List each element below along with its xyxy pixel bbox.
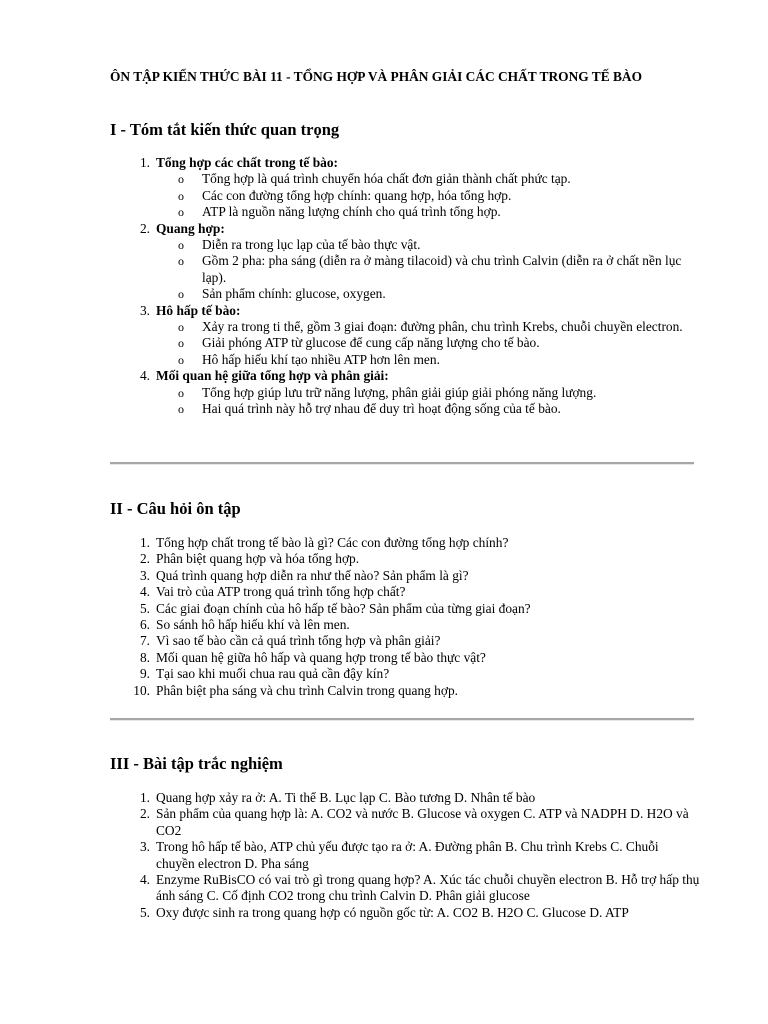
quiz-text: Sản phẩm của quang hợp là: A. CO2 và nước B. Glucose và oxygen C. ATP và NADPH D. H2O và CO2 xyxy=(156,806,689,838)
quiz-text: Quang hợp xảy ra ở: A. Ti thể B. Lục lạp C. Bào tương D. Nhân tế bào xyxy=(156,790,536,805)
question-text: Tổng hợp chất trong tế bào là gì? Các con đường tổng hợp chính? xyxy=(156,535,509,550)
bullet-icon: o xyxy=(178,205,184,220)
bullet-icon: o xyxy=(178,254,184,269)
question-item xyxy=(110,633,700,649)
sub-point xyxy=(110,319,700,335)
bullet-icon: o xyxy=(178,172,184,187)
sub-point xyxy=(110,171,700,187)
quiz-item xyxy=(110,905,700,921)
item-number: 2. xyxy=(139,220,150,236)
bullet-icon: o xyxy=(178,385,184,400)
sub-point-text: Xảy ra trong ti thể, gồm 3 giai đoạn: đường phân, chu trình Krebs, chuỗi chuyền electron. xyxy=(202,319,683,335)
review-questions-list xyxy=(110,535,700,699)
bullet-icon: o xyxy=(178,402,184,417)
question-text: So sánh hô hấp hiếu khí và lên men. xyxy=(156,617,350,633)
bullet-icon: o xyxy=(178,352,184,367)
question-number: 7. xyxy=(139,633,150,649)
question-number: 3. xyxy=(139,567,150,583)
quiz-number: 4. xyxy=(139,872,150,888)
question-number: 2. xyxy=(139,551,150,567)
question-item xyxy=(110,601,700,617)
item-title: Hô hấp tế bào: xyxy=(156,302,241,318)
question-text: Phân biệt pha sáng và chu trình Calvin trong quang hợp. xyxy=(156,682,458,698)
question-number: 6. xyxy=(139,617,150,633)
bullet-icon: o xyxy=(178,336,184,351)
document-title: ÔN TẬP KIẾN THỨC BÀI 11 - TỔNG HỢP VÀ PHÂN GIẢI CÁC CHẤT TRONG TẾ BÀO xyxy=(110,69,642,84)
summary-item xyxy=(110,155,700,171)
bullet-icon: o xyxy=(178,320,184,335)
question-number: 8. xyxy=(139,649,150,665)
item-title: Tổng hợp các chất trong tế bào: xyxy=(156,155,338,170)
quiz-item xyxy=(110,839,700,872)
sub-point-text: Sản phẩm chính: glucose, oxygen. xyxy=(202,286,386,302)
section-divider xyxy=(110,718,694,721)
sub-point xyxy=(110,335,700,351)
question-item xyxy=(110,650,700,666)
sub-point xyxy=(110,401,700,417)
question-text: Các giai đoạn chính của hô hấp tế bào? Sản phẩm của từng giai đoạn? xyxy=(156,600,531,616)
sub-point xyxy=(110,237,700,253)
sub-point xyxy=(110,286,700,302)
quiz-number: 2. xyxy=(139,806,150,822)
sub-point xyxy=(110,204,700,220)
sub-point xyxy=(110,188,700,204)
sub-point-text: Gồm 2 pha: pha sáng (diễn ra ở màng tilacoid) và chu trình Calvin (diễn ra ở chất nền lục lạp). xyxy=(202,253,682,285)
item-number: 4. xyxy=(139,368,150,384)
quiz-number: 5. xyxy=(139,904,150,920)
question-item xyxy=(110,617,700,633)
sub-point xyxy=(110,385,700,401)
item-title: Quang hợp: xyxy=(156,220,225,236)
quiz-text: Oxy được sinh ra trong quang hợp có nguồn gốc từ: A. CO2 B. H2O C. Glucose D. ATP xyxy=(156,904,629,920)
sub-point-text: Diễn ra trong lục lạp của tế bào thực vật. xyxy=(202,237,421,253)
sub-point-text: Hai quá trình này hỗ trợ nhau để duy trì hoạt động sống của tế bào. xyxy=(202,401,561,417)
quiz-number: 1. xyxy=(139,790,150,805)
item-number: 1. xyxy=(139,155,150,170)
summary-item xyxy=(110,303,700,319)
sub-point-text: Tổng hợp giúp lưu trữ năng lượng, phân giải giúp giải phóng năng lượng. xyxy=(202,384,597,400)
question-text: Mối quan hệ giữa hô hấp và quang hợp trong tế bào thực vật? xyxy=(156,649,486,665)
quiz-text: Trong hô hấp tế bào, ATP chủ yếu được tạo ra ở: A. Đường phân B. Chu trình Krebs C. Chuỗi chuyền electron D. Pha sáng xyxy=(156,839,659,871)
question-item xyxy=(110,666,700,682)
sub-point xyxy=(110,253,700,286)
section-divider xyxy=(110,462,694,465)
section-3-heading: III - Bài tập trắc nghiệm xyxy=(110,754,283,773)
sub-point-text: Các con đường tổng hợp chính: quang hợp, hóa tổng hợp. xyxy=(202,187,512,203)
question-number: 9. xyxy=(139,666,150,682)
summary-list xyxy=(110,155,700,418)
question-item xyxy=(110,535,700,551)
bullet-icon: o xyxy=(178,238,184,253)
quiz-number: 3. xyxy=(139,839,150,855)
summary-item xyxy=(110,221,700,237)
question-number: 4. xyxy=(139,584,150,600)
item-title: Mối quan hệ giữa tổng hợp và phân giải: xyxy=(156,368,389,384)
sub-point-text: ATP là nguồn năng lượng chính cho quá trình tổng hợp. xyxy=(202,204,501,220)
question-item xyxy=(110,584,700,600)
quiz-item xyxy=(110,806,700,839)
question-item xyxy=(110,568,700,584)
question-text: Phân biệt quang hợp và hóa tổng hợp. xyxy=(156,551,360,567)
sub-point-text: Tổng hợp là quá trình chuyển hóa chất đơn giản thành chất phức tạp. xyxy=(202,171,571,187)
question-text: Vì sao tế bào cần cả quá trình tổng hợp và phân giải? xyxy=(156,633,441,649)
bullet-icon: o xyxy=(178,287,184,302)
quiz-item xyxy=(110,790,700,806)
summary-item xyxy=(110,368,700,384)
question-item xyxy=(110,551,700,567)
quiz-text: Enzyme RuBisCO có vai trò gì trong quang hợp? A. Xúc tác chuỗi chuyền electron B. Hỗ trợ hấp thụ ánh sáng C. Cố định CO2 trong chu trình Calvin D. Phân giải glucose xyxy=(156,872,700,904)
question-number: 10. xyxy=(133,682,150,698)
item-number: 3. xyxy=(139,302,150,318)
quiz-list xyxy=(110,790,700,921)
question-text: Tại sao khi muối chua rau quả cần đậy kín? xyxy=(156,666,390,682)
question-number: 1. xyxy=(139,535,150,550)
sub-point-text: Giải phóng ATP từ glucose để cung cấp năng lượng cho tế bào. xyxy=(202,335,540,351)
question-text: Quá trình quang hợp diễn ra như thế nào? Sản phẩm là gì? xyxy=(156,567,469,583)
question-number: 5. xyxy=(139,600,150,616)
bullet-icon: o xyxy=(178,188,184,203)
question-item xyxy=(110,683,700,699)
sub-point-text: Hô hấp hiếu khí tạo nhiều ATP hơn lên men. xyxy=(202,351,440,367)
section-1-heading: I - Tóm tắt kiến thức quan trọng xyxy=(110,120,340,139)
section-2-heading: II - Câu hỏi ôn tập xyxy=(110,499,241,518)
quiz-item xyxy=(110,872,700,905)
question-text: Vai trò của ATP trong quá trình tổng hợp chất? xyxy=(156,584,406,600)
sub-point xyxy=(110,352,700,368)
